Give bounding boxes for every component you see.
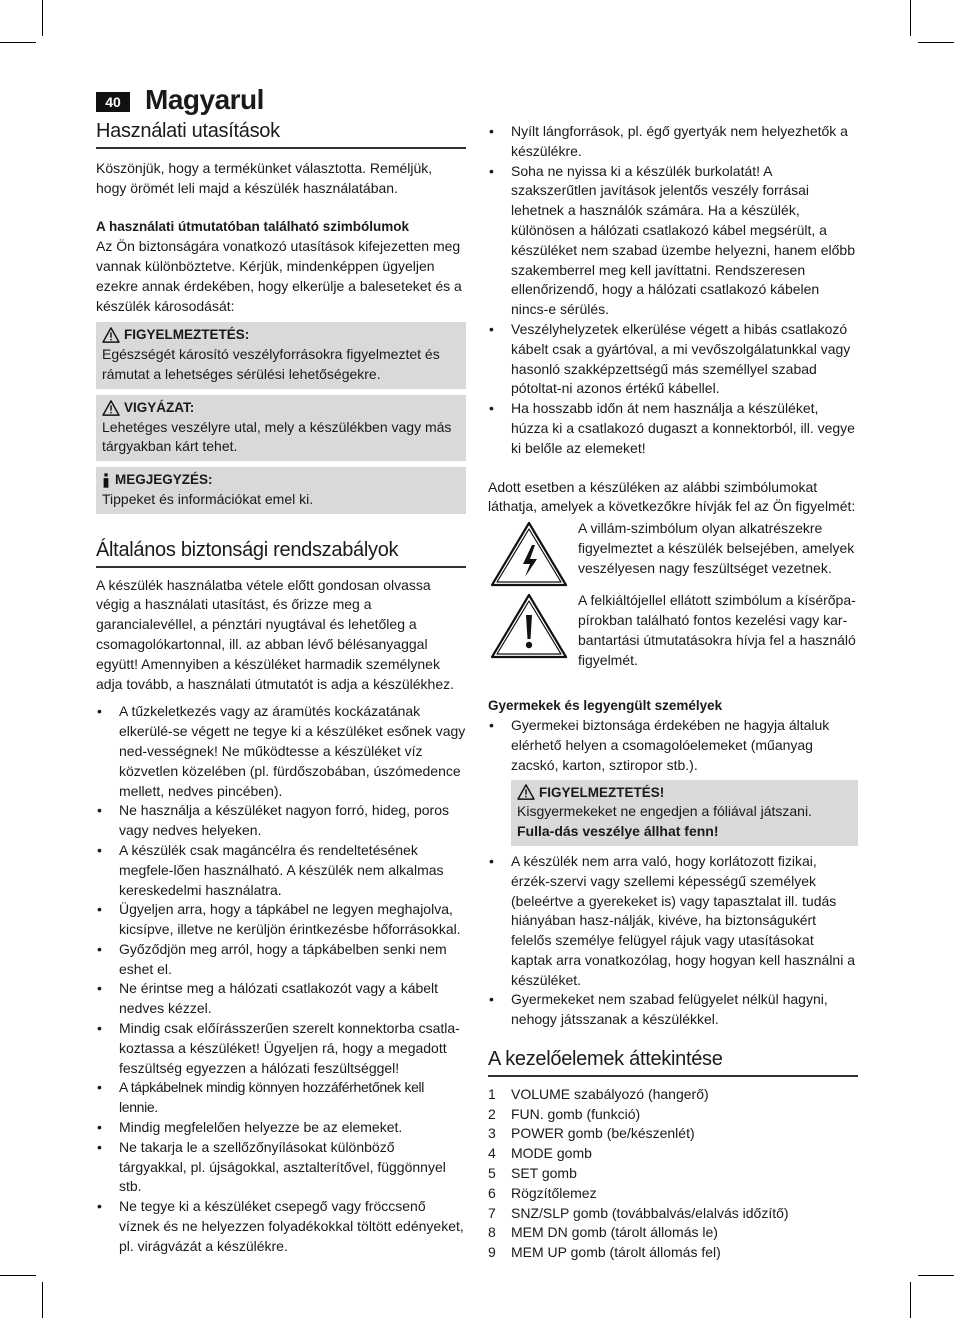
list-item: • A tűzkeletkezés vagy az áramütés kockázatának elkerülé-se végett ne tegye ki a készüléket esőnek vagy ned-vességnek! Ne működtesse a készüléket víz közvetlen közelében (pl. fürdőszobában, úszómedence mellett, nedves pincében). <box>96 702 466 801</box>
item-label: VOLUME szabályozó (hangerő) <box>511 1085 709 1102</box>
left-column <box>96 122 466 1257</box>
item-number: 3 <box>488 1125 496 1142</box>
section-heading-controls: A kezelőelemek áttekintése <box>488 1050 858 1077</box>
safety-list <box>96 702 466 1256</box>
list-item <box>488 1184 858 1204</box>
symbols-text: Az Ön biztonságára vonatkozó utasítások kifejezetten meg vannak különböztetve. Kérjük, mindenképpen ügyeljen ezekre annak érdekében, hogy elkerülje a baleseteket és a készülék károsodását: <box>96 238 462 314</box>
item-number: 7 <box>488 1204 496 1221</box>
warning-triangle-icon <box>517 784 535 800</box>
list-item: • Ne használja a készüléket nagyon forró, hideg, poros vagy nedves helyeken. <box>96 801 466 841</box>
exclamation-warning-icon <box>488 591 570 661</box>
child-warning-text-normal: Kisgyermekeket ne engedjen a fóliával játszani. <box>517 803 812 820</box>
item-label: SET gomb <box>511 1165 577 1182</box>
note-box <box>96 467 466 514</box>
children-subheading: Gyermekek és legyengült személyek <box>488 698 723 714</box>
child-warning-text-bold: Fulla-dás veszélye állhat fenn! <box>517 823 719 840</box>
lightning-text: A villám-szimbólum olyan alkatrészekre figyelmeztet a készülék belsejében, amelyek veszélyesen nagy feszültséget vezetnek. <box>578 520 855 576</box>
caution-box <box>96 395 466 461</box>
item-number: 8 <box>488 1224 496 1241</box>
note-text: Tippeket és információkat emel ki. <box>102 490 314 507</box>
list-item: • Soha ne nyissa ki a készülék burkolatát! A szakszerűtlen javítások jelentős veszély forrásai lehetnek a használók számára. Ha a készülék, különösen a hálózati csatlakozó kábel megsérült, a készüléket nem szabad üzembe helyezni, hanem előbb szakemberrel meg kell javíttatni. Rendszeresen ellenőrizendő, hogy a hálózati csatlakozó kábelen nincs-e sérülés. <box>488 162 858 320</box>
page-number: 40 <box>96 92 130 112</box>
item-number: 9 <box>488 1244 496 1261</box>
list-item <box>488 1085 858 1105</box>
caution-title: VIGYÁZAT: <box>124 399 195 415</box>
crop-mark <box>42 0 43 36</box>
item-label: MEM DN gomb (tárolt állomás le) <box>511 1224 718 1241</box>
list-item <box>488 1144 858 1164</box>
exclamation-symbol-row <box>488 591 858 670</box>
safety-list-continued <box>488 122 858 459</box>
item-label: POWER gomb (be/készenlét) <box>511 1125 695 1142</box>
item-label: Rögzítőlemez <box>511 1184 597 1201</box>
children-list-continued <box>488 852 858 1030</box>
list-item: • Ügyeljen arra, hogy a tápkábel ne legyen meghajolva, kicsípve, illetve ne kerüljön érintkezésbe hőforrásokkal. <box>96 900 466 940</box>
note-icon <box>102 473 110 488</box>
item-label: SNZ/SLP gomb (továbbalvás/elalvás időzítő) <box>511 1204 789 1221</box>
item-number: 2 <box>488 1105 496 1122</box>
list-item: • Ne takarja le a szellőzőnyílásokat különböző tárgyakkal, pl. újságokkal, asztalterítővel, függönnyel stb. <box>96 1138 466 1197</box>
list-item: • Gyermekeket nem szabad felügyelet nélkül hagyni, nehogy játsszanak a készülékkel. <box>488 990 858 1030</box>
item-number: 6 <box>488 1184 496 1201</box>
item-number: 5 <box>488 1165 496 1182</box>
list-item: • A tápkábelnek mindig könnyen hozzáférhetőnek kell lennie. <box>96 1078 466 1118</box>
item-label: FUN. gomb (funkció) <box>511 1105 641 1122</box>
caution-text: Lehetéges veszélyre utal, mely a készülékben vagy más tárgyakban kárt tehet. <box>102 418 452 455</box>
lightning-symbol-row <box>488 519 858 589</box>
list-item: • A készülék csak magáncélra és rendeltetésének megfele-lően használható. A készülék nem alkalmas kereskedelmi használatra. <box>96 841 466 900</box>
exclamation-text: A felkiáltójellel ellátott szimbólum a kísérőpa-pírokban található fontos kezelési vagy kar-bantartási útmutatásokra hívja fel a használó figyelmét. <box>578 592 856 668</box>
list-item <box>488 1223 858 1243</box>
child-warning-title: FIGYELMEZTETÉS! <box>539 784 665 800</box>
children-list <box>488 716 858 775</box>
list-item: • Ne tegye ki a készüléket csepegő vagy fröccsenő víznek és ne helyezzen folyadékokkal töltött edényeket, pl. virágvázát a készülékre. <box>96 1197 466 1256</box>
list-item <box>488 1204 858 1224</box>
list-item <box>488 1164 858 1184</box>
list-item: • Gyermekei biztonsága érdekében ne hagyja általuk elérhető helyen a csomagolóelemeket (műanyag zacskó, karton, sztiropor stb.). <box>488 716 858 775</box>
lightning-warning-icon <box>488 519 570 589</box>
list-item: • Ha hosszabb időn át nem használja a készüléket, húzza ki a csatlakozó dugaszt a konnektorból, ill. vegye ki belőle az elemeket! <box>488 399 858 458</box>
page-title: Magyarul <box>145 84 264 115</box>
warning-text: Egészségét károsító veszélyforrásokra figyelmeztet és rámutat a lehetséges sérülési lehetőségekre. <box>102 346 440 382</box>
list-item: • Nyílt lángforrások, pl. égő gyertyák nem helyezhetők a készülékre. <box>488 122 858 162</box>
item-label: MODE gomb <box>511 1145 592 1162</box>
crop-mark <box>0 1275 36 1276</box>
symbols-intro: Adott esetben a készüléken az alábbi szimbólumokat láthatja, amelyek a következőkre hívják fel az Ön figyelmét: <box>488 478 856 515</box>
crop-mark <box>42 1282 43 1318</box>
warning-box <box>96 322 466 388</box>
list-item: • Veszélyhelyzetek elkerülése végett a hibás csatlakozó kábelt csak a gyártóval, a mi vevőszolgálatunkkal vagy hasonló szakképzettségű más személlyel szabad pótoltat-ni azonos értékű kábellel. <box>488 320 858 399</box>
list-item: • A készülék nem arra való, hogy korlátozott fizikai, érzék-szervi vagy szellemi képességű személyek (beleértve a gyerekeket is) vagy tapasztalat ill. tudás hiányában hasz-nálják, kivéve, ha biztonságukért felelős személye felügyel rájuk vagy utasításokat kaptak arra vonatkozólag, hogy hogyan kell használni a készüléket. <box>488 852 858 991</box>
item-number: 1 <box>488 1085 496 1102</box>
list-item: • Mindig csak előírásszerűen szerelt konnektorba csatla-koztassa a készüléket! Ügyeljen rá, hogy a megadott feszültség egyezzen a hálózati feszültséggel! <box>96 1019 466 1078</box>
note-title: MEGJEGYZÉS: <box>115 472 213 488</box>
symbols-subheading: A használati útmutatóban található szimbólumok <box>96 219 410 235</box>
list-item: • Ne érintse meg a hálózati csatlakozót vagy a kábelt nedves kézzel. <box>96 979 466 1019</box>
warning-title: FIGYELMEZTETÉS: <box>124 327 250 343</box>
crop-mark <box>918 42 954 43</box>
child-warning-box <box>511 780 858 846</box>
section-heading-usage: Használati utasítások <box>96 122 466 149</box>
child-warning-text <box>517 802 852 842</box>
crop-mark <box>910 1282 911 1318</box>
crop-mark <box>910 0 911 36</box>
item-number: 4 <box>488 1145 496 1162</box>
list-item <box>488 1124 858 1144</box>
list-item: • Mindig megfelelően helyezze be az elemeket. <box>96 1118 466 1138</box>
controls-list <box>488 1085 858 1263</box>
list-item <box>488 1243 858 1263</box>
crop-mark <box>0 42 36 43</box>
warning-triangle-icon <box>102 327 120 343</box>
section-heading-safety: Általános biztonsági rendszabályok <box>96 541 466 568</box>
list-item <box>488 1105 858 1125</box>
crop-mark <box>918 1275 954 1276</box>
safety-intro: A készülék használatba vétele előtt gondosan olvassa végig a használati utasítást, és őrizze meg a garancialevéllel, a pénztári nyugtával és lehetőleg a csomagolókartonnal, ill. az abban lévő bélésanyaggal együtt! Amennyiben a készüléket harmadik személynek adja tovább, a használati útmutatót is adja a készülékhez. <box>96 576 454 692</box>
list-item: • Győződjön meg arról, hogy a tápkábelben senki nem eshet el. <box>96 940 466 980</box>
caution-triangle-icon <box>102 400 120 416</box>
item-label: MEM UP gomb (tárolt állomás fel) <box>511 1244 721 1261</box>
intro-text: Köszönjük, hogy a termékünket választotta. Reméljük, hogy örömét leli majd a készülék használatában. <box>96 159 433 196</box>
right-column <box>488 122 858 1263</box>
